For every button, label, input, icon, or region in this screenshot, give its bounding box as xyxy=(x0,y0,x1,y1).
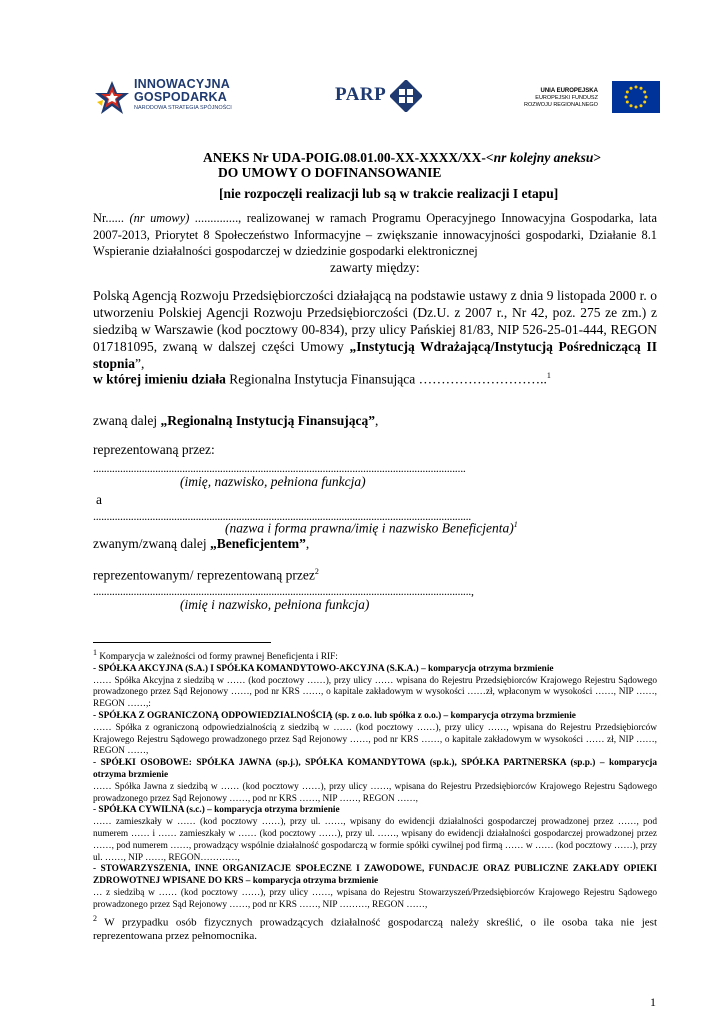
reprezentowana-line: reprezentowaną przez: xyxy=(93,442,215,457)
footnote-zoo-head: - SPÓŁKA Z OGRANICZONĄ ODPOWIEDZIALNOŚCIĄ (sp. z o.o. lub spółka z o.o.) – komparycja otrzyma brzmienie xyxy=(93,711,576,722)
parp-paragraph: Polską Agencją Rozwoju Przedsiębiorczości działającą na podstawie ustawy z dnia 9 listopada 2000 r. o utworzeniu Polskiej Agencji Rozwoju Przedsiębiorczości (Dz.U. z 2007 r., Nr 42, poz. 275 ze zm.) z siedzibą w Warszawie (kod pocztowy 00-834), przy ulicy Pańskiej 81/83, NIP 526-25-01-444, REGON 017181095, zwaną w dalszej części Umowy „Instytucją Wdrażającą/Instytucją Pośredniczącą II stopnia”, xyxy=(93,288,657,371)
footnote-cyw-head: - SPÓŁKA CYWILNA (s.c.) – komparycja otrzyma brzmienie xyxy=(93,805,340,816)
intro-paragraph: Nr...... (nr umowy) .............., realizowanej w ramach Programu Operacyjnego Innowacyjna Gospodarka, lata 2007-2013, Priorytet 8 Społeczeństwo Informacyjne – zwiększanie innowacyjności gospodarki, Działanie 8.1 Wspieranie działalności gospodarczej w dziedzinie gospodarki elektronicznej xyxy=(93,211,657,258)
footnote-os-text: …… Spółka Jawna z siedzibą w …… (kod pocztowy ……), przy ulicy ……, wpisana do Rejestru Przedsiębiorców Krajowego Rejestru Sądowego prowadzonego przez Sąd Rejonowy ……, pod nr KRS ……, NIP ……, REGON ……, xyxy=(93,781,657,804)
zwanym-line: zwanym/zwaną dalej „Beneficjentem”, xyxy=(93,536,310,551)
zawarty-miedzy: zawarty między: xyxy=(330,260,420,275)
signatory-label-1: (imię, nazwisko, pełniona funkcja) xyxy=(180,474,366,489)
footnote-stow-head: - STOWARZYSZENIA, INNE ORGANIZACJE SPOŁECZNE I ZAWODOWE, FUNDACJE ORAZ PUBLICZNE ZAKŁADY OPIEKI ZDROWOTNEJ WPISANE DO KRS – komparycja otrzyma brzmienie xyxy=(93,864,657,887)
title-line2: DO UMOWY O DOFINANSOWANIE xyxy=(218,165,442,180)
signatory-label-2: (imię i nazwisko, pełniona funkcja) xyxy=(180,597,370,612)
signatory-dots-1: .......................................................................................................................................... xyxy=(93,461,466,475)
page-number: 1 xyxy=(650,995,656,1009)
parp-logo-text: PARP xyxy=(335,84,387,105)
footnote-stow-text: … z siedzibą w …… (kod pocztowy ……), przy ulicy ……, wpisana do Rejestru Stowarzyszeń/Przedsiębiorców Krajowego Rejestru Sądowego prowadzonego przez Sąd Rejonowy ……, pod nr KRS ……, NIP ………, REGON ……, xyxy=(93,888,657,910)
footnote-1-intro: $^1$ Komparycja w zależności od formy prawnej Beneficjenta i RIF: xyxy=(93,648,338,663)
footnote-2: $^2$ W przypadku osób fizycznych prowadzących działalność gospodarczą należy skreślić, o ile osoba taka nie jest reprezentowana przez pełnomocnika. xyxy=(93,913,657,943)
footnote-zoo-text: …… Spółka z ograniczoną odpowiedzialnością z siedzibą w …… (kod pocztowy ……), przy ulicy ……, wpisana do Rejestru Przedsiębiorców Krajowego Rejestru Sądowego prowadzonego przez Sąd Rejonowy ……, pod nr KRS ……, o kapitale zakładowym w wysokości …… zł, NIP ……, REGON ……, xyxy=(93,722,657,757)
title-line1: ANEKS Nr UDA-POIG.08.01.00-XX-XXXX/XX-<nr kolejny aneksu> xyxy=(203,150,602,165)
footnote-os-head: - SPÓŁKI OSOBOWE: SPÓŁKA JAWNA (sp.j.), SPÓŁKA KOMANDYTOWA (sp.k.), SPÓŁKA PARTNERSKA (sp.p.) – komparycja otrzyma brzmienie xyxy=(93,758,657,781)
eu-logo-line2: EUROPEJSKI FUNDUSZ xyxy=(535,95,598,101)
zwana-line: zwaną dalej „Regionalną Instytucją Finansującą”, xyxy=(93,413,379,428)
ig-logo-line1: INNOWACYJNA xyxy=(134,77,230,91)
ig-star-icon xyxy=(94,80,130,116)
eu-logo-text xyxy=(524,87,598,109)
beneficiary-dots: ............................................................................................................................................ xyxy=(93,509,472,523)
eu-logo-line1: UNIA EUROPEJSKA xyxy=(540,88,598,94)
innowacyjna-gospodarka-logo xyxy=(92,76,272,121)
eu-flag-icon xyxy=(612,81,660,113)
beneficiary-label: (nazwa i forma prawna/imię i nazwisko Beneficjenta)$^1$ xyxy=(225,520,518,536)
logo-bar xyxy=(92,70,662,125)
a-conjunction: a xyxy=(96,492,102,507)
footnote-sa-text: …… Spółka Akcyjna z siedzibą w …… (kod pocztowy ……), przy ulicy …… wpisana do Rejestru Przedsiębiorców Krajowego Rejestru Sądowego prowadzonego przez Sąd Rejonowy ……, pod nr KRS ……, o kapitale zakładowym w wysokości ……zł, wpłaconym w wysokości ……, NIP ……, REGON ……,: xyxy=(93,675,657,710)
reprezentowanym-line: reprezentowanym/ reprezentowaną przez$^2$ xyxy=(93,567,319,583)
signatory-dots-2: ............................................................................................................................................, xyxy=(93,584,474,598)
title-line3: [nie rozpoczęli realizacji lub są w trakcie realizacji I etapu] xyxy=(219,186,559,201)
footnote-sa-head: - SPÓŁKA AKCYJNA (S.A.) I SPÓŁKA KOMANDYTOWO-AKCYJNA (S.K.A.) – komparycja otrzyma brzmienie xyxy=(93,663,554,674)
footnote-separator xyxy=(93,642,271,643)
parp-logo-icon xyxy=(390,80,422,112)
footnote-cyw-text: …… zamieszkały w …… (kod pocztowy ……), przy ul. ……, wpisany do ewidencji działalności gospodarczej prowadzonej przez ……, pod numerem …… i …… zamieszkały w …… (kod pocztowy ……), przy ul. ……, wpisany do ewidencji działalności gospodarczej prowadzonej przez ……, pod numerem ……, prowadzący wspólnie działalność gospodarczą w formie spółki cywilnej pod firmą …… w …… (kod pocztowy ……), przy ul. ……, NIP ……, REGON…………, xyxy=(93,817,657,863)
rif-line: w której imieniu działa Regionalna Instytucja Finansująca ………………………..$^1$ xyxy=(93,371,551,387)
eu-logo-line3: ROZWOJU REGIONALNEGO xyxy=(524,102,598,108)
footnotes-block xyxy=(93,647,657,943)
ig-logo-line3: NARODOWA STRATEGIA SPÓJNOŚCI xyxy=(134,105,232,111)
ig-logo-line2: GOSPODARKA xyxy=(134,90,227,104)
